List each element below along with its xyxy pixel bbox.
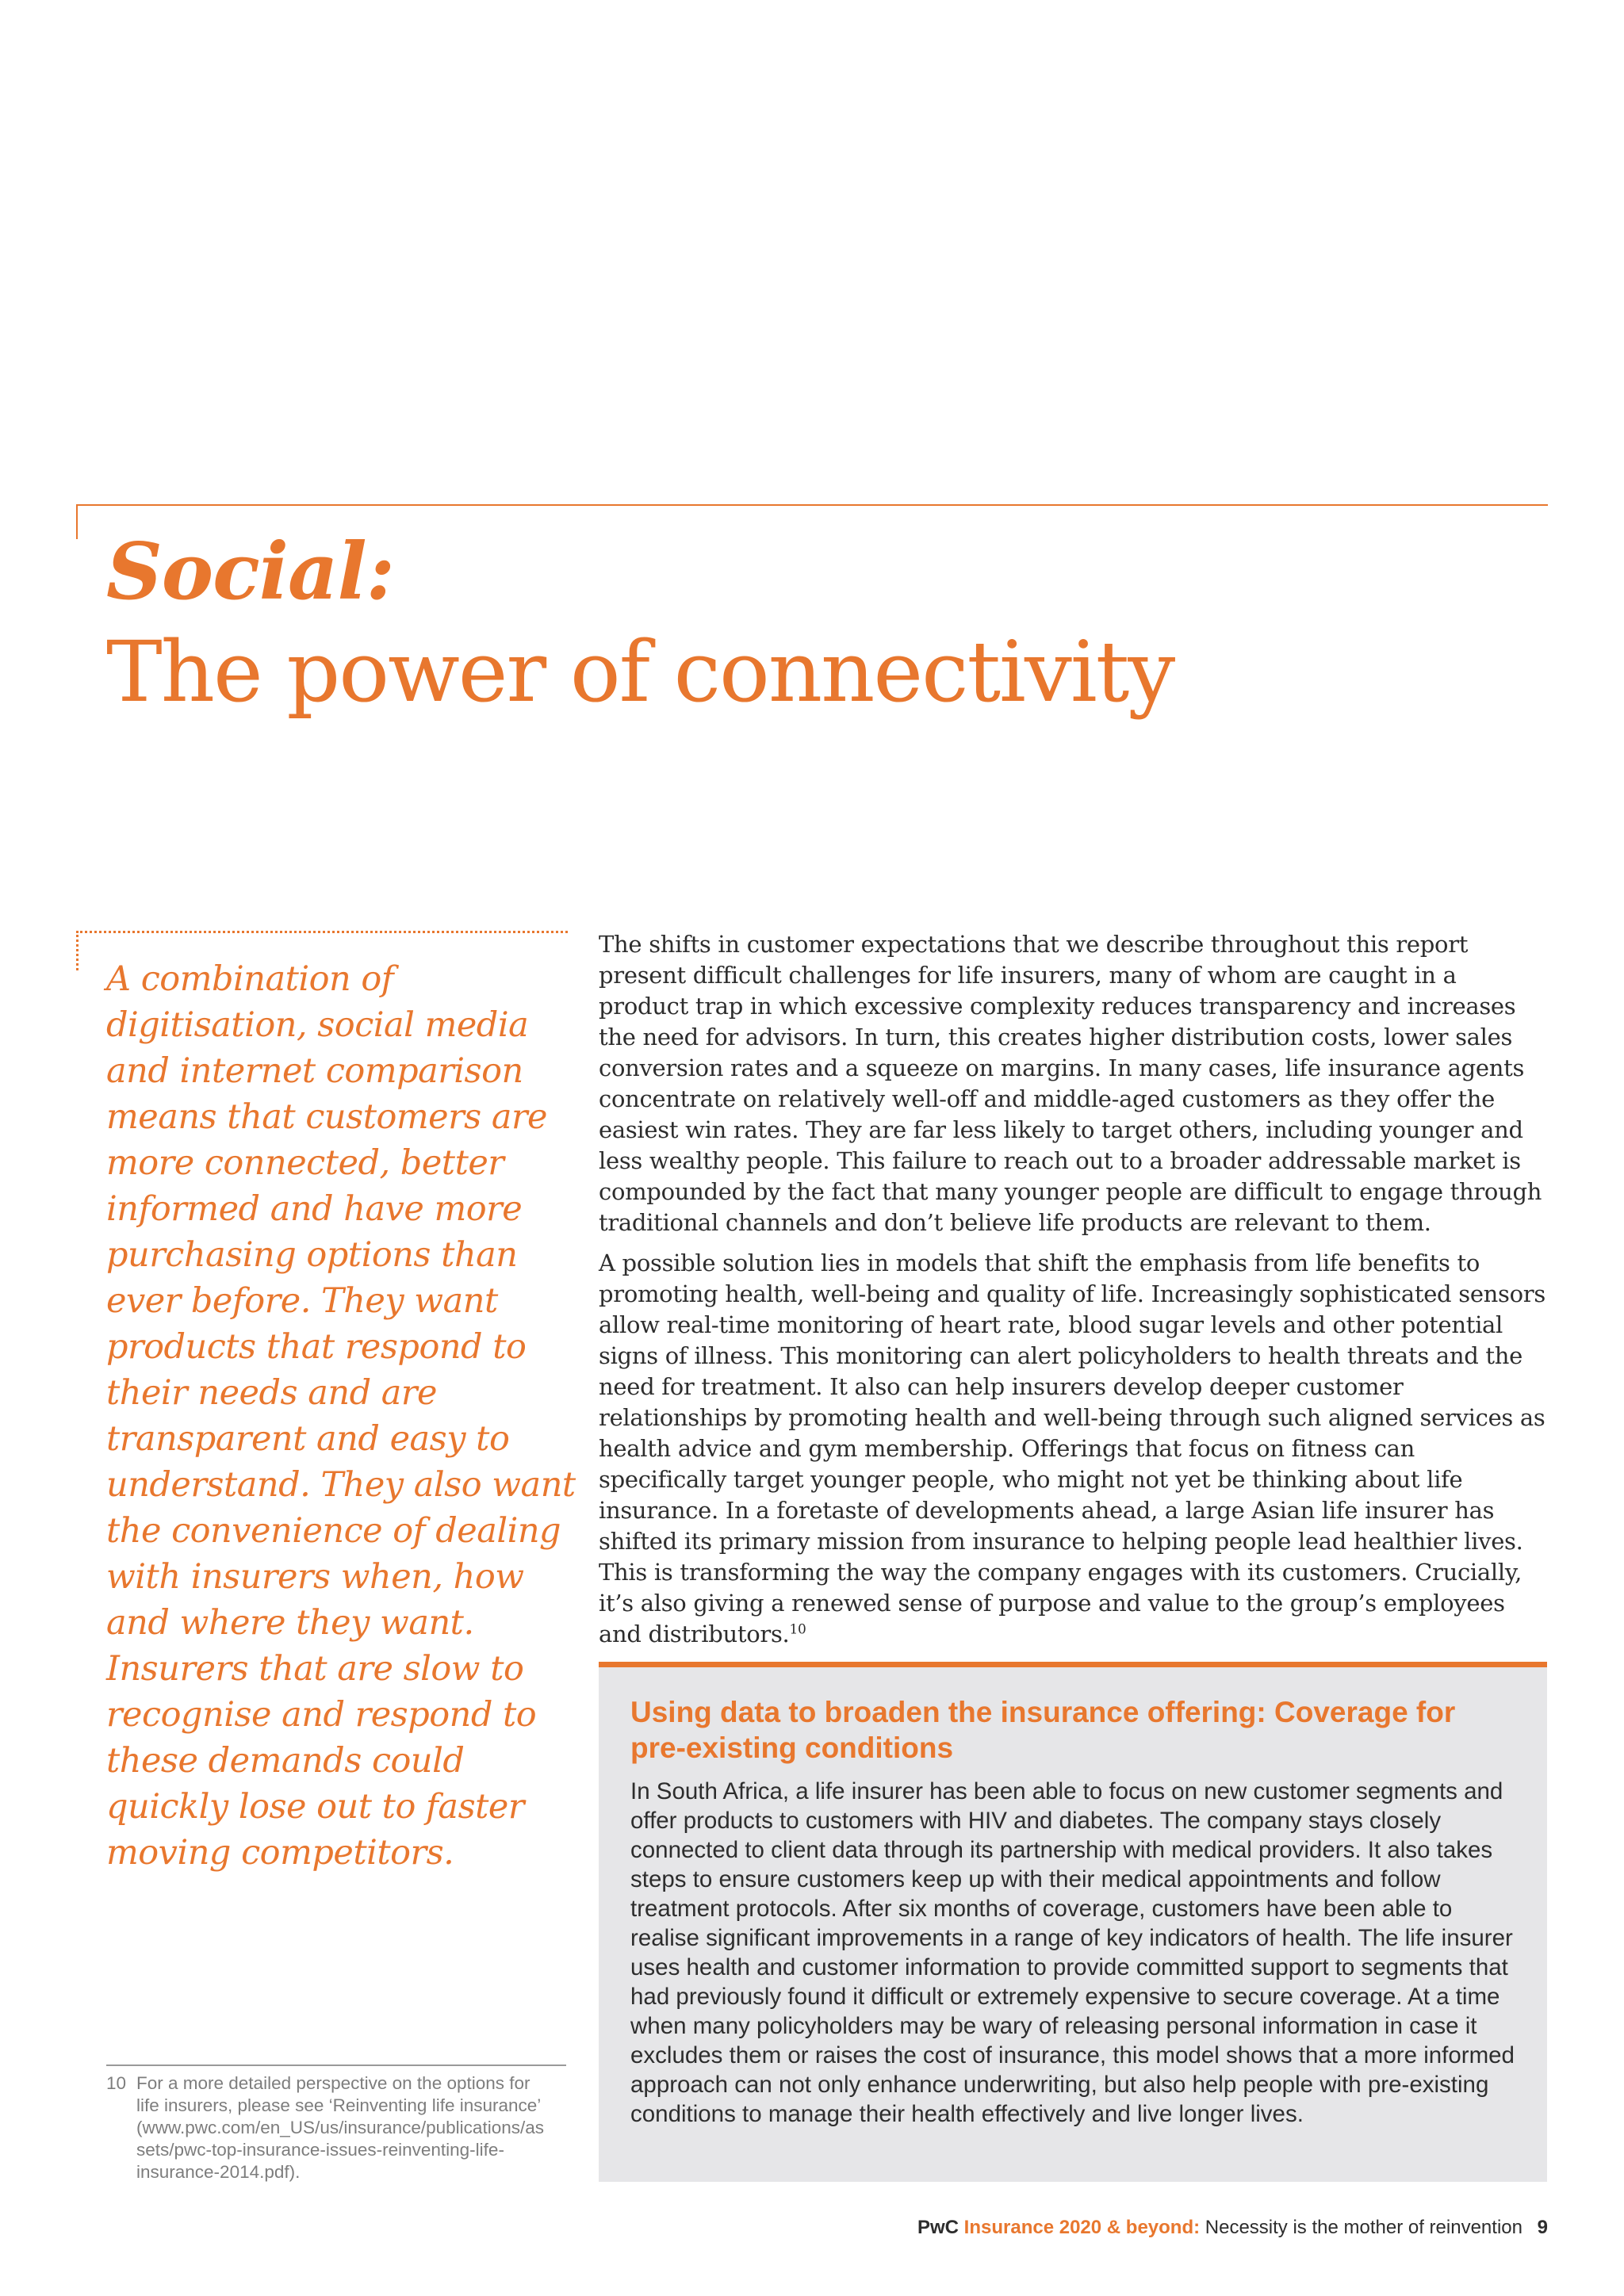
- section-label: Social:: [106, 526, 394, 618]
- footnote-rule: [106, 2064, 566, 2066]
- body-paragraph-2-text: A possible solution lies in models that shift the emphasis from life benefits to promoting health, well-being and quality of life. Increasingly sophisticated sensors allow real-time monitoring of heart rate, blood sugar levels and other potential signs of illness. This monitoring can alert policyholders to health threats and the need for treatment. It also can help insurers develop deeper customer relationships by promoting health and well-being through such aligned services as health advice and gym membership. Offerings that focus on fitness can specifically target younger people, who might not yet be thinking about life insurance. In a foretaste of developments ahead, a large Asian life insurer has shifted its primary mission from insurance to helping people lead healthier lives. This is transforming the way the company engages with its customers. Crucially, it’s also giving a renewed sense of purpose and value to the group’s employees and distributors.: [599, 1249, 1545, 1647]
- case-study-box: [599, 1662, 1547, 2182]
- page-number: 9: [1537, 2217, 1548, 2238]
- pull-quote: A combination of digitisation, social media and internet comparison means that customers are more connected, better informed and have more purchasing options than ever before. They want products that respond to their needs and are transparent and easy to understand. They also want the convenience of dealing with insurers when, how and where they want. Insurers that are slow to recognise and respond to these demands could quickly lose out to faster moving competitors.: [106, 959, 576, 1873]
- footnote-text: For a more detailed perspective on the options for life insurers, please see ‘Reinventing life insurance’ (www.pwc.com/en_US/us/insurance/publications/assets/pwc-top-insurance-issues-reinventing-life-insurance-2014.pdf).: [136, 2073, 544, 2182]
- footnote: [106, 2072, 550, 2183]
- footnote-reference[interactable]: 10: [789, 1621, 806, 1638]
- case-study-text: In South Africa, a life insurer has been able to focus on new customer segments and offer products to customers with HIV and diabetes. The company stays closely connected to client data through its partnership with medical providers. It also takes steps to ensure customers keep up with their medical appointments and follow treatment protocols. After six months of coverage, customers have been able to realise significant improvements in a range of key indicators of health. The life insurer uses health and customer information to provide committed support to segments that had previously found it difficult or extremely expensive to secure coverage. At a time when many policyholders may be wary of releasing personal information in case it excludes them or raises the cost of insurance, this model shows that a more informed approach can not only enhance underwriting, but also help people with pre-existing conditions to manage their health effectively and live longer lives.: [630, 1778, 1515, 2127]
- title-rule: [76, 504, 1548, 506]
- body-paragraph-2: [599, 1248, 1547, 1650]
- footnote-number: 10: [106, 2073, 127, 2093]
- footer-report-subtitle: Necessity is the mother of reinvention: [1205, 2217, 1522, 2238]
- body-text: [599, 929, 1547, 1659]
- case-study-title: Using data to broaden the insurance offering: Coverage for pre-existing conditions: [630, 1696, 1456, 1764]
- title-rule-corner: [76, 504, 78, 539]
- pull-quote-rule-corner: [76, 931, 79, 970]
- page-footer: [917, 2217, 1548, 2239]
- pull-quote-rule: [76, 931, 568, 933]
- body-paragraph-1: The shifts in customer expectations that we describe throughout this report present difficult challenges for life insurers, many of whom are caught in a product trap in which excessive complexity reduces transparency and increases the need for advisors. In turn, this creates higher distribution costs, lower sales conversion rates and a squeeze on margins. In many cases, life insurance agents concentrate on relatively well-off and middle-aged customers as they offer the easiest win rates. They are far less likely to target others, including younger and less wealthy people. This failure to reach out to a broader addressable market is compounded by the fact that many younger people are difficult to engage through traditional channels and don’t believe life products are relevant to them.: [599, 931, 1542, 1236]
- page-title: The power of connectivity: [106, 623, 1174, 721]
- footer-report-title: Insurance 2020 & beyond:: [963, 2217, 1201, 2238]
- footer-brand: PwC: [917, 2217, 959, 2238]
